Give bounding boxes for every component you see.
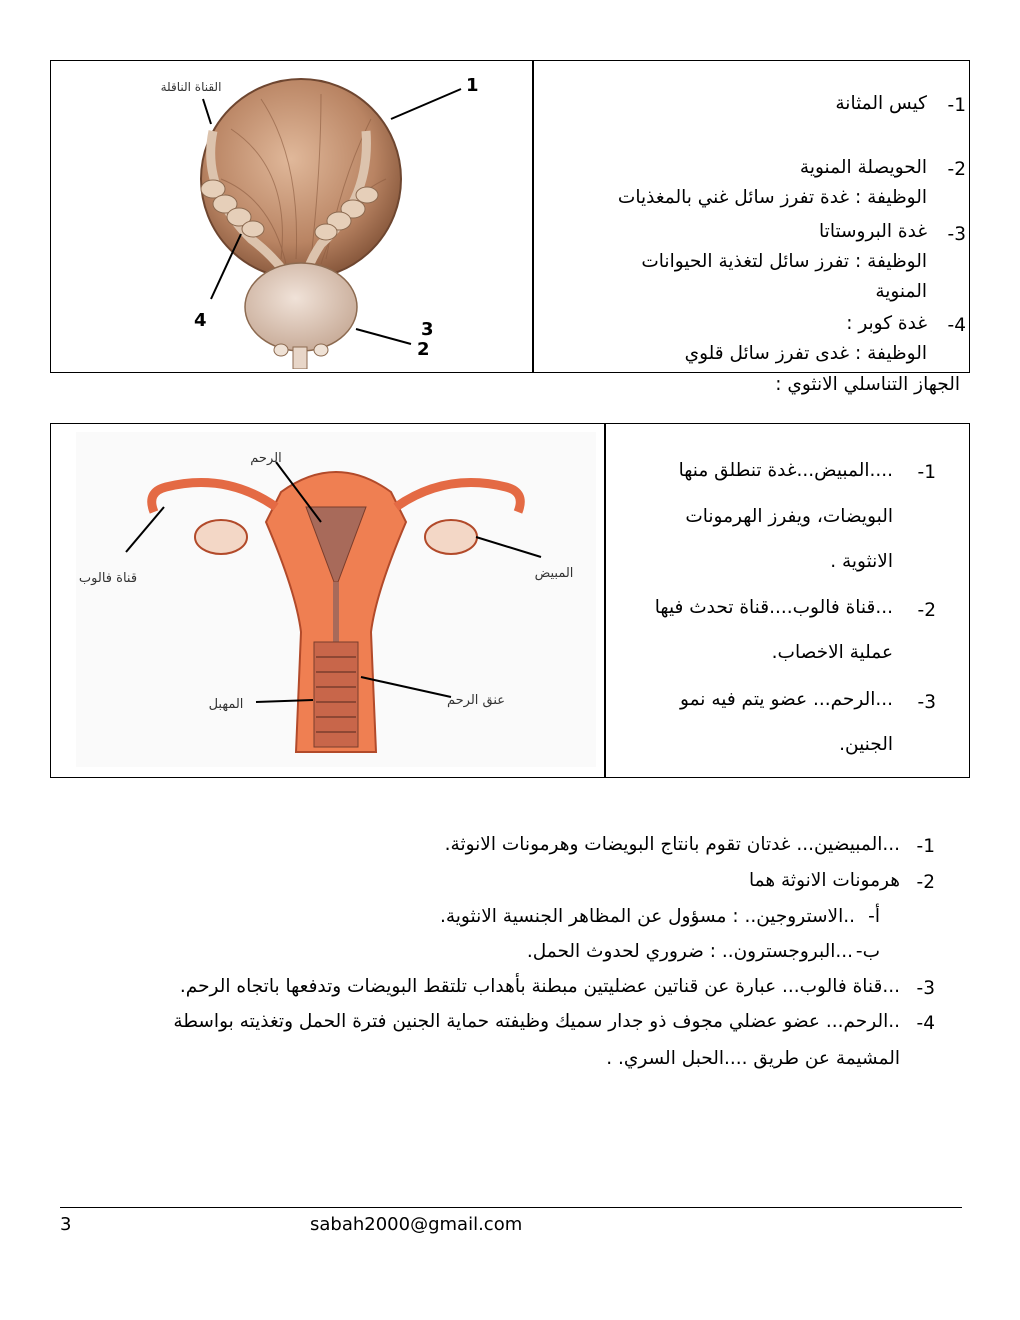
urethra-shape xyxy=(293,347,307,369)
note-2a-number: أ- xyxy=(868,906,880,927)
f-item-3-line2: الجنين. xyxy=(839,734,893,755)
table-divider xyxy=(604,424,606,777)
item-3-number: -3 xyxy=(947,224,966,245)
female-reproductive-diagram xyxy=(76,432,596,767)
f-item-3-line1: ...الرحم... عضو يتم فيه نمو xyxy=(680,689,893,710)
item-4-number: -4 xyxy=(947,315,966,336)
label-uterus: الرحم xyxy=(250,451,282,466)
female-reproductive-table xyxy=(50,423,970,778)
item-4-title: غدة كوبر : xyxy=(846,313,927,334)
male-items-column xyxy=(541,61,966,374)
item-2-function: الوظيفة : غدة تفرز سائل غني بالمغذيات xyxy=(617,187,927,208)
f-item-2-number: -2 xyxy=(917,600,936,621)
item-2-number: -2 xyxy=(947,159,966,180)
note-3-number: -3 xyxy=(916,978,935,999)
label-number-1: 1 xyxy=(466,75,479,96)
prostate-shape xyxy=(245,263,357,351)
female-section-heading: الجهاز التناسلي الانثوي : xyxy=(775,374,960,395)
note-2b-number: ب- xyxy=(855,941,880,962)
item-4-function: الوظيفة : غدى تفرز سائل قلوي xyxy=(684,343,927,364)
label-vas-deferens: القناة الناقلة xyxy=(160,80,222,94)
note-1-text: ...المبيضين... غدتان تقوم بانتاج البويضات وهرمونات الانوثة. xyxy=(444,834,900,855)
label-fallopian-tube: قناة فالوب xyxy=(78,571,138,586)
item-3-function-line2: المنوية xyxy=(875,281,927,302)
label-cervix: عنق الرحم xyxy=(446,693,506,708)
item-3-function-line1: الوظيفة : تفرز سائل لتغذية الحيوانات xyxy=(641,251,927,272)
note-3-text: ...قناة فالوب... عبارة عن قناتين عضليتين مبطنة بأهداب تلتقط البويضات وتدفعها باتجاه الرحم. xyxy=(179,976,900,997)
item-3-title: غدة البروستاتا xyxy=(819,221,927,242)
note-4-continuation: المشيمة عن طريق ....الحبل السري. . xyxy=(606,1048,900,1069)
label-number-3: 3 xyxy=(421,319,434,340)
table-divider xyxy=(532,61,534,372)
ovary-right xyxy=(425,520,477,554)
note-4-number: -4 xyxy=(916,1013,935,1034)
cervical-canal xyxy=(333,582,339,642)
item-1-number: -1 xyxy=(947,95,966,116)
notes-list xyxy=(60,830,935,1090)
footer-page-number: 3 xyxy=(60,1214,72,1235)
note-2b-text: ...البروجسترون.. : ضروري لحدوث الحمل. xyxy=(526,941,853,962)
female-items-column xyxy=(611,424,936,779)
bladder-shape xyxy=(201,79,401,279)
ovary-left xyxy=(195,520,247,554)
label-ovary: المبيض xyxy=(534,566,574,581)
f-item-1-line1: ....المبيض...غدة تنطلق منها xyxy=(678,460,893,481)
note-4-text: ..الرحم... عضو عضلي مجوف ذو جدار سميك وظيفته حماية الجنين فترة الحمل وتغذيته بواسطة xyxy=(173,1011,900,1032)
label-vagina: المهبل xyxy=(208,697,244,712)
male-reproductive-table xyxy=(50,60,970,373)
f-item-1-number: -1 xyxy=(917,462,936,483)
cowper-gland-left xyxy=(274,344,288,356)
f-item-1-line2: البويضات، ويفرز الهرمونات xyxy=(685,506,893,527)
cowper-gland-right xyxy=(314,344,328,356)
f-item-3-number: -3 xyxy=(917,692,936,713)
item-1-title: كيس المثانة xyxy=(835,93,927,114)
f-item-1-line3: الانثوية . xyxy=(830,551,893,572)
note-2a-text: ..الاستروجين.. : مسؤول عن المظاهر الجنسية الانثوية. xyxy=(439,906,855,927)
f-item-2-line2: عملية الاخصاب. xyxy=(771,642,893,663)
footer-rule xyxy=(60,1207,962,1208)
note-1-number: -1 xyxy=(916,836,935,857)
footer-email: sabah2000@gmail.com xyxy=(310,1214,523,1235)
note-2-number: -2 xyxy=(916,872,935,893)
label-number-2: 2 xyxy=(417,339,430,360)
item-2-title: الحويصلة المنوية xyxy=(799,157,927,178)
label-number-4: 4 xyxy=(194,310,207,331)
note-2-text: هرمونات الانوثة هما xyxy=(749,870,900,891)
f-item-2-line1: ...قناة فالوب....قناة تحدث فيها xyxy=(654,597,893,618)
